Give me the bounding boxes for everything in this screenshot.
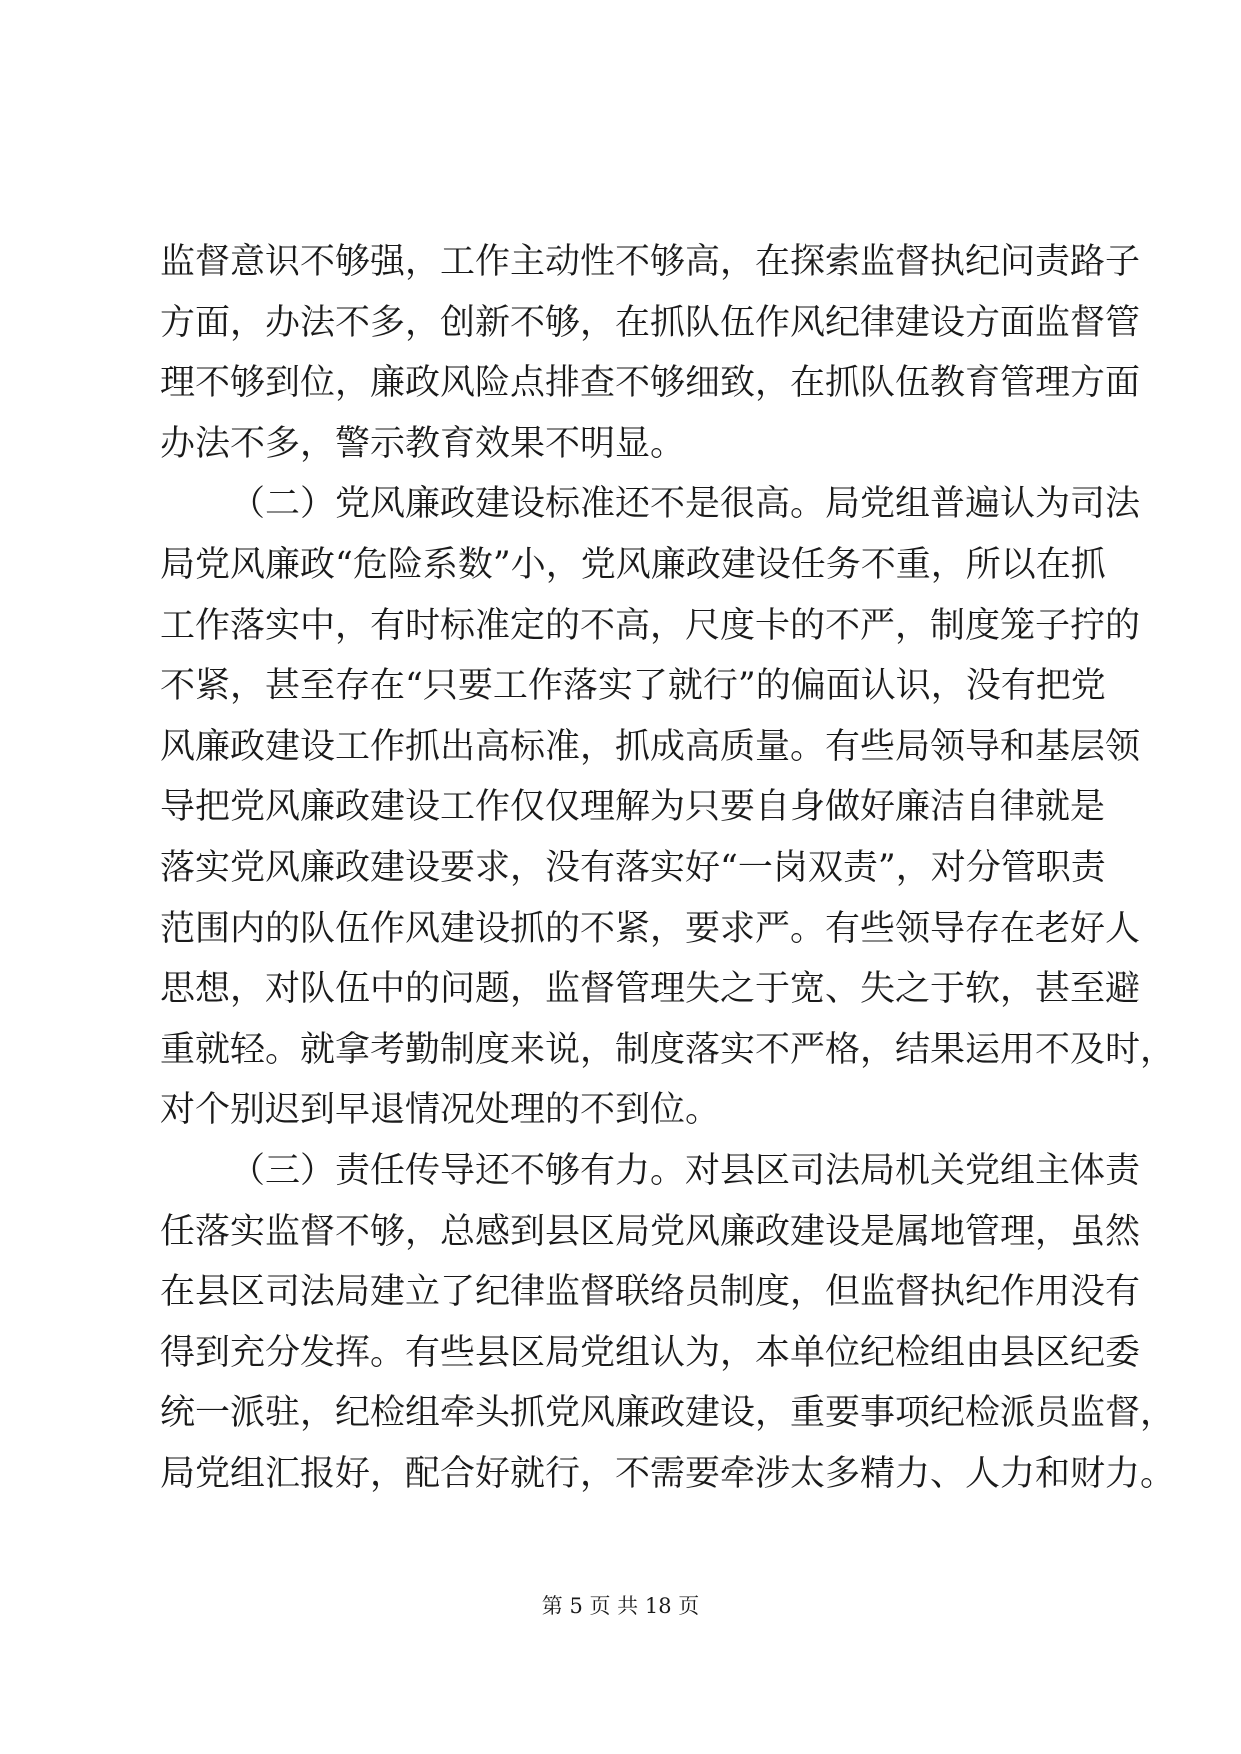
text-line: 统一派驻，纪检组牵头抓党风廉政建设，重要事项纪检派员监督， <box>160 1393 1176 1434</box>
text-line: 风廉政建设工作抓出高标准，抓成高质量。有些局领导和基层领 <box>160 726 1141 767</box>
text-line: 重就轻。就拿考勤制度来说，制度落实不严格，结果运用不及时， <box>160 1029 1176 1070</box>
text-line: 范围内的队伍作风建设抓的不紧，要求严。有些领导存在老好人 <box>160 908 1141 949</box>
text-line: 导把党风廉政建设工作仅仅理解为只要自身做好廉洁自律就是 <box>160 787 1106 828</box>
text-line: 理不够到位，廉政风险点排查不够细致，在抓队伍教育管理方面 <box>160 363 1141 404</box>
text-line: 办法不多，警示教育效果不明显。 <box>160 423 686 464</box>
paragraph-heading-line: （三）责任传导还不够有力。对县区司法局机关党组主体责 <box>230 1150 1141 1191</box>
text-line: 工作落实中，有时标准定的不高，尺度卡的不严，制度笼子拧的 <box>160 605 1141 646</box>
page-number-footer: 第 5 页 共 18 页 <box>541 1594 700 1618</box>
text-line: 局党风廉政“危险系数”小，党风廉政建设任务不重，所以在抓 <box>160 544 1106 585</box>
text-line: 思想，对队伍中的问题，监督管理失之于宽、失之于软，甚至避 <box>160 969 1141 1010</box>
text-line: 落实党风廉政建设要求，没有落实好“一岗双责”，对分管职责 <box>160 847 1106 888</box>
text-line: 方面，办法不多，创新不够，在抓队伍作风纪律建设方面监督管 <box>160 302 1141 343</box>
paragraph-heading-line: （二）党风廉政建设标准还不是很高。局党组普遍认为司法 <box>230 484 1141 525</box>
text-line: 任落实监督不够，总感到县区局党风廉政建设是属地管理，虽然 <box>160 1211 1141 1252</box>
document-body <box>160 232 1176 1504</box>
text-line: 得到充分发挥。有些县区局党组认为，本单位纪检组由县区纪委 <box>160 1332 1141 1373</box>
text-line: 对个别迟到早退情况处理的不到位。 <box>160 1090 721 1131</box>
text-line: 不紧，甚至存在“只要工作落实了就行”的偏面认识，没有把党 <box>160 666 1106 707</box>
text-line: 在县区司法局建立了纪律监督联络员制度，但监督执纪作用没有 <box>160 1272 1141 1313</box>
text-line: 监督意识不够强，工作主动性不够高，在探索监督执纪问责路子 <box>160 242 1141 282</box>
text-line: 局党组汇报好，配合好就行，不需要牵涉太多精力、人力和财力。 <box>160 1453 1176 1494</box>
